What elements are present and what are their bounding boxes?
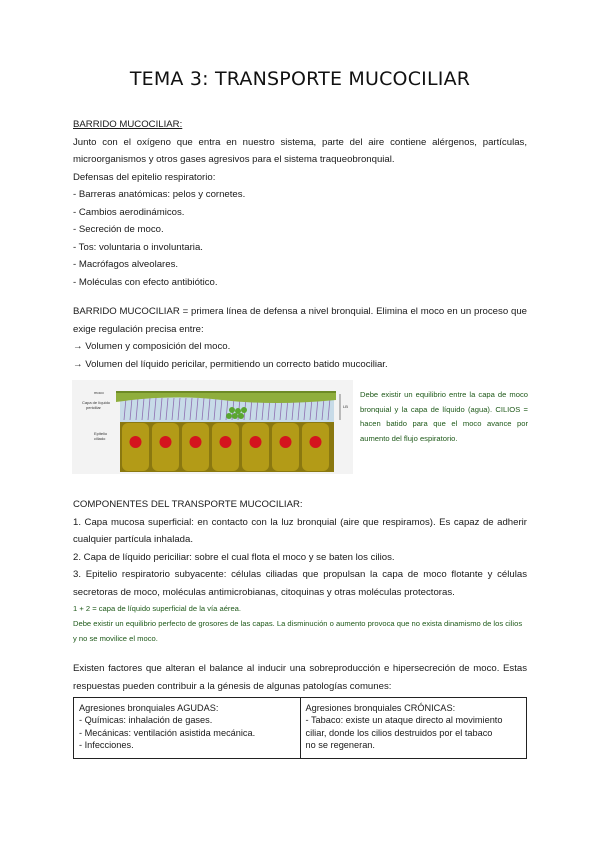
figure-label: Epitelio: [94, 431, 108, 436]
figure-label: Capa de líquido: [82, 400, 111, 405]
agresiones-table: [73, 697, 527, 759]
arrow-item: → Volumen y composición del moco.: [73, 341, 231, 352]
list-item: - Macrófagos alveolares.: [73, 259, 179, 270]
list-item: - Secreción de moco.: [73, 224, 164, 235]
chronic-cell: [300, 698, 527, 759]
figure-note: Debe existir un equilibrio entre la capa de moco bronquial y la capa de líquido (agua). CILIOS = hacen batido para que el moco avance por aumento del flujo espiratorio.: [360, 390, 528, 443]
figure-label: ciliado: [94, 436, 106, 441]
section-componentes: [73, 496, 527, 646]
section-definition: [73, 303, 527, 373]
mucociliary-illustration: [72, 380, 353, 474]
table-line: - Infecciones.: [79, 740, 134, 751]
intro-paragraph: Junto con el oxígeno que entra en nuestro sistema, parte del aire contiene alérgenos, partículas, microorganismos y otros gases agresivos para el sistema traqueobronquial.: [73, 136, 527, 165]
list-item: - Cambios aerodinámicos.: [73, 206, 185, 218]
component-item: 3. Epitelio respiratorio subyacente: células ciliadas que propulsan la capa de moco flotante y células secretoras de moco, moléculas antimicrobianas, citoquinas y otras moléculas protectoras.: [73, 569, 527, 598]
table-line: - Mecánicas: ventilación asistida mecánica.: [79, 727, 256, 738]
factores-paragraph: Existen factores que alteran el balance al inducir una sobreproducción e hipersecreción de moco. Estas respuestas pueden contribuir a la génesis de algunas patologías comunes:: [73, 663, 527, 692]
table-line: Agresiones bronquiales CRÓNICAS:: [305, 703, 456, 713]
acute-cell: [74, 698, 301, 759]
figure-label: periciliar: [86, 405, 101, 410]
component-item: 2. Capa de líquido periciliar: sobre el cual flota el moco y se baten los cilios.: [73, 551, 395, 563]
list-item: - Tos: voluntaria o involuntaria.: [73, 241, 203, 253]
table-line: ciliar, donde los cilios destruidos por el tabaco: [305, 727, 493, 738]
list-item: - Barreras anatómicas: pelos y cornetes.: [73, 189, 246, 200]
section-heading: COMPONENTES DEL TRANSPORTE MUCOCILIAR:: [73, 499, 303, 510]
figure-label: moco: [94, 390, 104, 395]
defensas-label: Defensas del epitelio respiratorio:: [73, 171, 216, 183]
definition-paragraph: BARRIDO MUCOCILIAR = primera línea de defensa a nivel bronquial. Elimina el moco en un proceso que exige regulación precisa entre:: [73, 306, 527, 335]
page-title: TEMA 3: TRANSPORTE MUCOCILIAR: [129, 68, 471, 90]
figure-label: LB: [343, 404, 348, 409]
arrow-item: → Volumen del líquido pericilar, permitiendo un correcto batido mucociliar.: [73, 358, 388, 370]
section-barrido: [73, 116, 527, 291]
list-item: - Moléculas con efecto antibiótico.: [73, 276, 218, 288]
table-line: - Tabaco: existe un ataque directo al movimiento: [305, 715, 503, 726]
green-note: 1 + 2 = capa de líquido superficial de la vía aérea.: [73, 604, 242, 613]
green-note: Debe existir un equilibrio perfecto de grosores de las capas. La disminución o aumento provoca que no exista dinamismo de los cilios y no se movilice el moco.: [73, 619, 523, 643]
table-line: Agresiones bronquiales AGUDAS:: [79, 703, 219, 713]
table-line: - Químicas: inhalación de gases.: [79, 715, 213, 726]
section-heading: BARRIDO MUCOCILIAR:: [73, 119, 183, 130]
table-line: no se regeneran.: [305, 740, 375, 751]
component-item: 1. Capa mucosa superficial: en contacto con la luz bronquial (aire que respiramos). Es capaz de adherir cualquier partícula inhalada.: [73, 516, 527, 545]
section-factores: [73, 660, 527, 695]
